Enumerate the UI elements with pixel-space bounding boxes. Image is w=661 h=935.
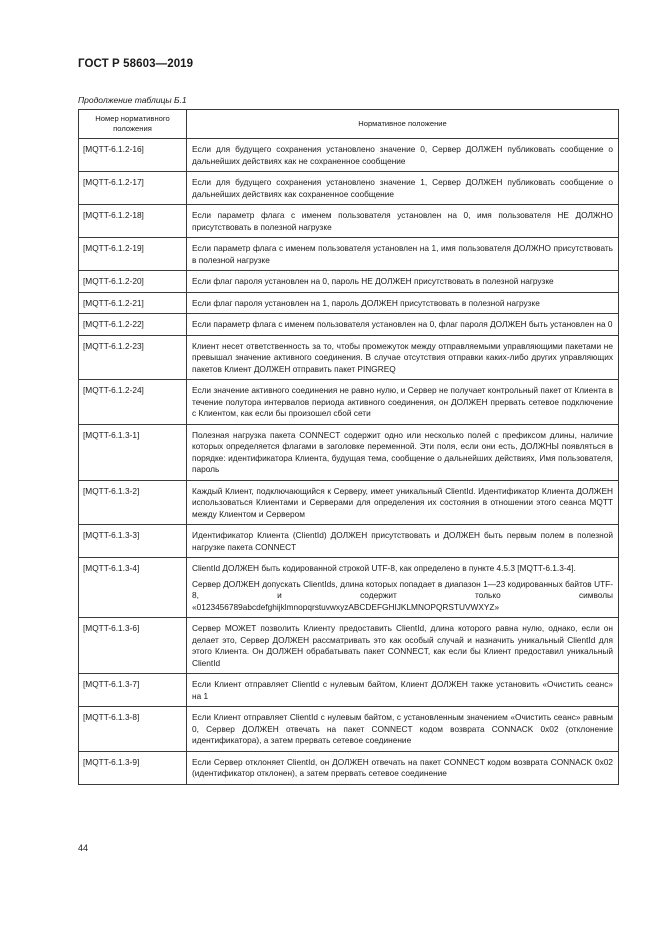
table-body [79,139,619,785]
requirement-paragraph: Если Клиент отправляет ClientId с нулевым байтом, с установленным значением «Очистить сеанс» равным 0, Сервер ДОЛЖЕН отвечать на пакет CONNECT кодом возврата CONNACK 0x02 (отклонение идентификатора), а затем прервать сетевое соединение [192,712,613,745]
table-row [79,205,619,238]
requirement-id: [MQTT-6.1.2-20] [79,271,187,293]
requirement-paragraph: Если Сервер отклоняет ClientId, он ДОЛЖЕН отвечать на пакет CONNECT кодом возврата CONNACK 0x02 (идентификатор отклонен), а затем прервать сетевое соединение [192,756,613,778]
requirement-text [187,707,619,752]
requirements-table [78,109,619,785]
requirement-text [187,480,619,525]
requirement-paragraph: Идентификатор Клиента (ClientId) ДОЛЖЕН присутствовать и ДОЛЖЕН быть первым полем в полезной нагрузке пакета CONNECT [192,530,613,552]
requirement-paragraph: Если параметр флага с именем пользователя установлен на 0, имя пользователя НЕ ДОЛЖНО присутствовать в полезной нагрузке [192,210,613,232]
requirement-text [187,205,619,238]
table-row [79,238,619,271]
table-row [79,424,619,480]
requirement-text [187,558,619,618]
column-header-id: Номер нормативного положения [79,110,187,139]
requirement-id: [MQTT-6.1.3-1] [79,424,187,480]
requirement-id: [MQTT-6.1.2-24] [79,380,187,425]
table-row [79,707,619,752]
requirement-id: [MQTT-6.1.2-18] [79,205,187,238]
requirement-text [187,292,619,314]
table-header-row [79,110,619,139]
requirement-paragraph: Если Клиент отправляет ClientId с нулевым байтом, Клиент ДОЛЖЕН также установить «Очистить сеанс» на 1 [192,679,613,701]
table-row [79,618,619,674]
requirement-text [187,751,619,784]
requirement-paragraph: Клиент несет ответственность за то, чтобы промежуток между отправляемыми управляющими пакетами не превышал значение активного соединения. В случае отсутствия отправки каких-либо других управляющих пакетов Клиент ДОЛЖЕН отправить пакет PINGREQ [192,340,613,374]
requirement-text [187,525,619,558]
requirement-id: [MQTT-6.1.3-2] [79,480,187,525]
requirement-text [187,139,619,172]
requirement-text [187,424,619,480]
requirement-text [187,335,619,380]
requirement-id: [MQTT-6.1.2-21] [79,292,187,314]
requirement-paragraph: Если для будущего сохранения установлено значение 1, Сервер ДОЛЖЕН публиковать сообщение о дальнейших действиях как сохраненное сообщение [192,177,613,199]
table-row [79,271,619,293]
table-row [79,139,619,172]
requirement-paragraph: Каждый Клиент, подключающийся к Серверу, имеет уникальный ClientId. Идентификатор Клиента ДОЛЖЕН использоваться Клиентами и Серверами для определения их состояния в отношении этого сеанса MQTT между Клиентом и Сервером [192,485,613,519]
table-row [79,335,619,380]
requirement-id: [MQTT-6.1.2-23] [79,335,187,380]
requirement-text [187,172,619,205]
requirement-paragraph: Если значение активного соединения не равно нулю, и Сервер не получает контрольный пакет от Клиента в течение полутора интервалов периода активного соединения, он ДОЛЖЕН прервать сетевое подключение с Клиентом, как если бы произошел сбой сети [192,385,613,418]
requirement-id: [MQTT-6.1.3-3] [79,525,187,558]
requirement-paragraph: Если параметр флага с именем пользователя установлен на 1, имя пользователя ДОЛЖНО присутствовать в полезной нагрузке [192,243,613,265]
table-row [79,480,619,525]
requirement-id: [MQTT-6.1.2-16] [79,139,187,172]
requirement-paragraph: Полезная нагрузка пакета CONNECT содержит одно или несколько полей с префиксом длины, наличие которых определяется флагами в заголовке переменной. Эти поля, если они есть, ДОЛЖНЫ появляться в порядке: идентификатора Клиента, будущая тема, сообщение о дальнейших действиях, Имя пользователя, пароль [192,429,613,474]
requirement-id: [MQTT-6.1.3-6] [79,618,187,674]
table-row [79,292,619,314]
requirement-paragraph: Если параметр флага с именем пользователя установлен на 0, флаг пароля ДОЛЖЕН быть установлен на 0 [192,319,613,329]
requirement-text [187,314,619,336]
requirement-id: [MQTT-6.1.3-7] [79,674,187,707]
table-row [79,525,619,558]
column-header-text: Нормативное положение [187,110,619,139]
table-row [79,314,619,336]
requirement-id: [MQTT-6.1.3-8] [79,707,187,752]
requirement-paragraph: Если для будущего сохранения установлено значение 0, Сервер ДОЛЖЕН публиковать сообщение о дальнейших действиях как не сохраненное сообщение [192,144,613,166]
table-row [79,558,619,618]
requirement-paragraph: Сервер ДОЛЖЕН допускать ClientIds, длина которых попадает в диапазон 1—23 кодированных байтов UTF-8, и содержит только символы «0123456789abcdefghijklmnopqrstuvwxyzABCDEFGHIJKLMNOPQRSTUVWXYZ» [192,578,613,612]
requirement-id: [MQTT-6.1.2-19] [79,238,187,271]
requirement-text [187,238,619,271]
requirement-text [187,618,619,674]
table-row [79,674,619,707]
requirements-table-container [78,109,618,785]
requirement-id: [MQTT-6.1.3-9] [79,751,187,784]
document-title: ГОСТ Р 58603—2019 [78,58,194,70]
table-row [79,751,619,784]
table-row [79,380,619,425]
requirement-paragraph: Если флаг пароля установлен на 1, пароль ДОЛЖЕН присутствовать в полезной нагрузке [192,297,540,308]
requirement-text [187,380,619,425]
table-row [79,172,619,205]
requirement-text [187,674,619,707]
requirement-paragraph: ClientId ДОЛЖЕН быть кодированной строкой UTF-8, как определено в пункте 4.5.3 [MQTT-6.1.3-4]. [192,563,576,573]
requirement-id: [MQTT-6.1.3-4] [79,558,187,618]
requirement-id: [MQTT-6.1.2-17] [79,172,187,205]
requirement-paragraph: Если флаг пароля установлен на 0, пароль НЕ ДОЛЖЕН присутствовать в полезной нагрузке [192,276,554,286]
requirement-id: [MQTT-6.1.2-22] [79,314,187,336]
page-number: 44 [78,843,89,853]
requirement-paragraph: Сервер МОЖЕТ позволить Клиенту предоставить ClientId, длина которого равна нулю, однако, если он делает это, Сервер ДОЛЖЕН рассматривать это как особый случай и назначить уникальный ClientId для этого Клиента. Он ДОЛЖЕН обрабатывать пакет CONNECT, как если бы Клиент предоставил уникальный ClientId [192,623,613,668]
table-caption: Продолжение таблицы Б.1 [78,95,187,105]
requirement-text [187,271,619,293]
